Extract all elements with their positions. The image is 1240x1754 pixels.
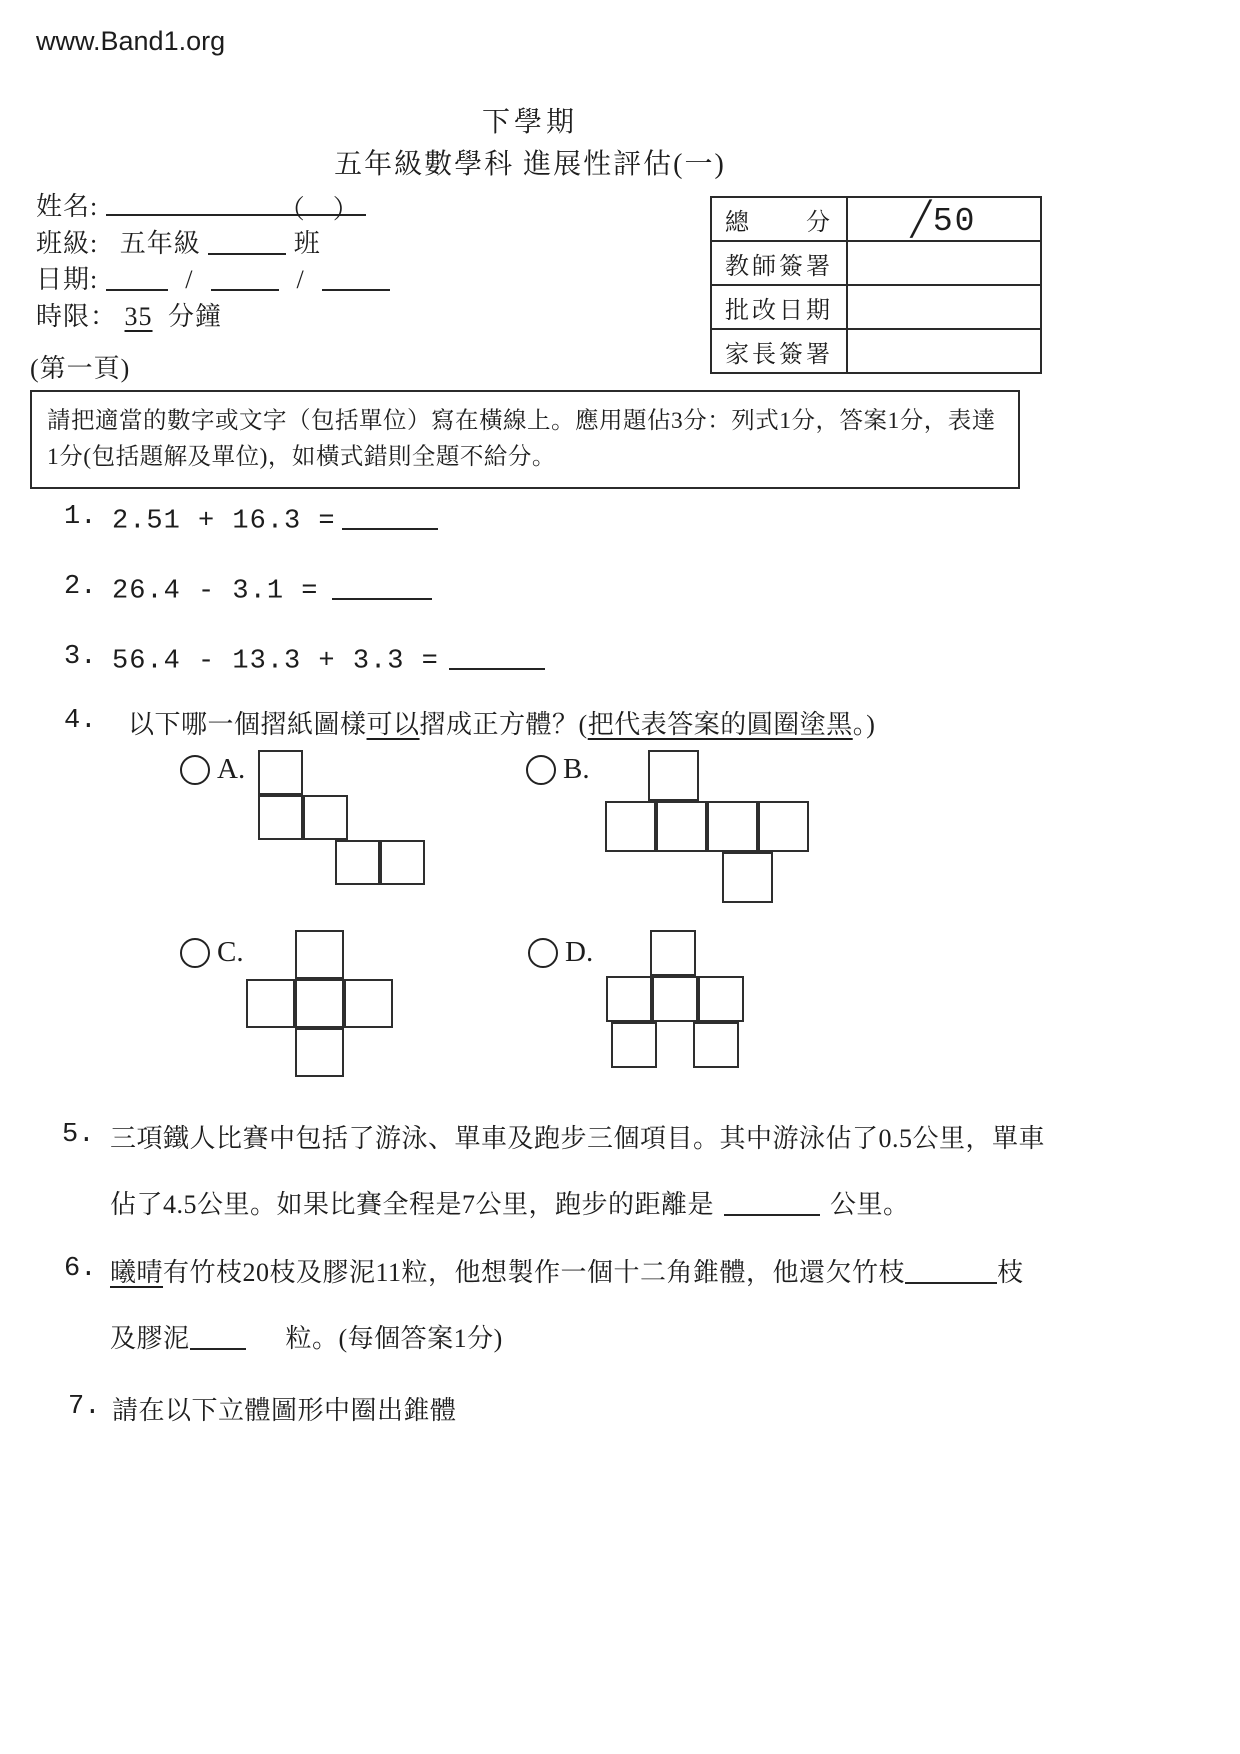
option-b-bubble[interactable] — [526, 755, 556, 785]
q4-text-pre: 以下哪一個摺紙圖樣 — [128, 710, 367, 739]
q6-text-line1 — [110, 1252, 1024, 1289]
net-square — [295, 930, 344, 979]
q2-answer-blank — [332, 572, 432, 600]
net-square — [693, 1022, 739, 1068]
q1-expression: 2.51 + 16.3 = — [112, 506, 336, 537]
q1-answer-blank — [342, 502, 438, 530]
net-square — [611, 1022, 657, 1068]
net-square — [707, 801, 758, 852]
instructions-box — [30, 390, 1020, 489]
net-square — [295, 1028, 344, 1077]
q4-underline-1: 可以 — [366, 710, 420, 739]
net-square — [656, 801, 707, 852]
score-label-parent-signature: 家長簽署 — [711, 329, 847, 373]
q4-underline-2: 把代表答案的圓圈塗黑 — [587, 710, 853, 739]
q5-text-line2 — [110, 1184, 910, 1221]
q6-sticks-blank — [905, 1257, 997, 1284]
q7-text: 請在以下立體圖形中圈出錐體 — [112, 1396, 457, 1425]
table-row — [711, 329, 1041, 373]
q2-expression: 26.4 - 3.1 = — [112, 576, 319, 607]
q6-student-name: 曦晴 — [110, 1258, 164, 1287]
class-blank — [208, 228, 286, 255]
score-value-teacher-signature — [847, 241, 1041, 285]
q4-option-c — [180, 936, 244, 969]
q2-row — [112, 572, 432, 606]
q5-line2-post: 公里。 — [830, 1190, 910, 1219]
class-number-paren: （ ） — [278, 195, 360, 224]
net-square — [344, 979, 393, 1028]
q1-row — [112, 502, 438, 536]
date-month-blank — [211, 264, 279, 291]
option-c-bubble[interactable] — [180, 938, 210, 968]
table-row — [711, 197, 1041, 241]
date-label: 日期: — [36, 265, 99, 294]
time-limit-unit: 分鐘 — [168, 302, 223, 331]
score-label-total: 總 分 — [711, 197, 847, 241]
q4-text — [128, 704, 875, 741]
q4-text-post: 。) — [852, 710, 876, 739]
class-row — [36, 223, 321, 260]
date-separator: / — [296, 265, 305, 294]
q1-number: 1. — [64, 502, 97, 532]
q4-option-a — [180, 753, 245, 786]
score-label-marking-date: 批改日期 — [711, 285, 847, 329]
net-square — [722, 852, 773, 903]
net-square — [698, 976, 744, 1022]
q5-number: 5. — [62, 1120, 95, 1150]
page-number-label: (第一頁) — [30, 354, 131, 383]
date-day-blank — [106, 264, 168, 291]
table-row — [711, 241, 1041, 285]
date-separator: / — [185, 265, 194, 294]
score-table — [710, 196, 1042, 374]
q5-answer-blank — [724, 1189, 820, 1216]
q2-number: 2. — [64, 572, 97, 602]
option-a-label: A. — [217, 753, 246, 785]
q6-clay-blank — [190, 1323, 246, 1350]
net-square — [258, 750, 303, 795]
option-d-label: D. — [565, 936, 594, 968]
option-a-bubble[interactable] — [180, 755, 210, 785]
q4-text-mid: 摺成正方體？( — [419, 710, 588, 739]
option-d-bubble[interactable] — [528, 938, 558, 968]
score-value-total: ╱50 — [847, 197, 1041, 241]
table-row — [711, 285, 1041, 329]
q7-number: 7. — [68, 1392, 101, 1422]
name-label: 姓名: — [36, 192, 99, 221]
net-square — [605, 801, 656, 852]
q6-line2-pre: 及膠泥 — [110, 1324, 190, 1353]
q6-line1-mid: 有竹枝20枝及膠泥11粒，他想製作一個十二角錐體，他還欠竹枝 — [163, 1258, 906, 1287]
q3-expression: 56.4 - 13.3 + 3.3 = — [112, 646, 439, 677]
option-b-label: B. — [563, 753, 590, 785]
net-square — [258, 795, 303, 840]
q3-row — [112, 642, 545, 676]
class-label: 班級: — [36, 229, 99, 258]
q3-answer-blank — [449, 642, 545, 670]
site-watermark: www.Band1.org — [36, 26, 226, 56]
q6-number: 6. — [64, 1254, 97, 1284]
net-square — [335, 840, 380, 885]
net-square — [650, 930, 696, 976]
q4-number: 4. — [64, 706, 97, 736]
name-blank — [106, 189, 366, 224]
net-square — [295, 979, 344, 1028]
q5-text-line1: 三項鐵人比賽中包括了游泳、單車及跑步三個項目。其中游泳佔了0.5公里，單車 — [110, 1124, 1046, 1153]
option-c-label: C. — [217, 936, 244, 968]
exam-term-title: 下學期 — [481, 107, 578, 138]
class-grade-text: 五年級 — [119, 229, 201, 258]
date-row — [36, 259, 390, 296]
net-square — [303, 795, 348, 840]
q5-line2-pre: 佔了4.5公里。如果比賽全程是7公里，跑步的距離是 — [110, 1190, 715, 1219]
q3-number: 3. — [64, 642, 97, 672]
time-limit-row — [36, 296, 222, 333]
name-row — [36, 186, 366, 223]
net-square — [652, 976, 698, 1022]
q6-text-line2 — [110, 1318, 503, 1355]
net-square — [606, 976, 652, 1022]
date-year-blank — [322, 264, 390, 291]
time-limit-label: 時限： — [36, 302, 118, 331]
net-square — [648, 750, 699, 801]
instructions-text: 請把適當的數字或文字（包括單位）寫在橫線上。應用題佔3分：列式1分，答案1分，表達1分(包括題解及單位)，如橫式錯則全題不給分。 — [47, 408, 996, 471]
score-label-teacher-signature: 教師簽署 — [711, 241, 847, 285]
q4-option-b — [526, 753, 590, 786]
score-value-marking-date — [847, 285, 1041, 329]
net-square — [246, 979, 295, 1028]
class-suffix-text: 班 — [293, 229, 321, 258]
score-value-parent-signature — [847, 329, 1041, 373]
q6-line2-post: 粒。(每個答案1分) — [285, 1324, 503, 1353]
q4-option-d — [528, 936, 593, 969]
net-square — [758, 801, 809, 852]
exam-subtitle: 五年級數學科 進展性評估(一) — [334, 149, 726, 180]
time-limit-value: 35 — [124, 302, 153, 331]
q6-line1-post: 枝 — [997, 1258, 1024, 1287]
net-square — [380, 840, 425, 885]
